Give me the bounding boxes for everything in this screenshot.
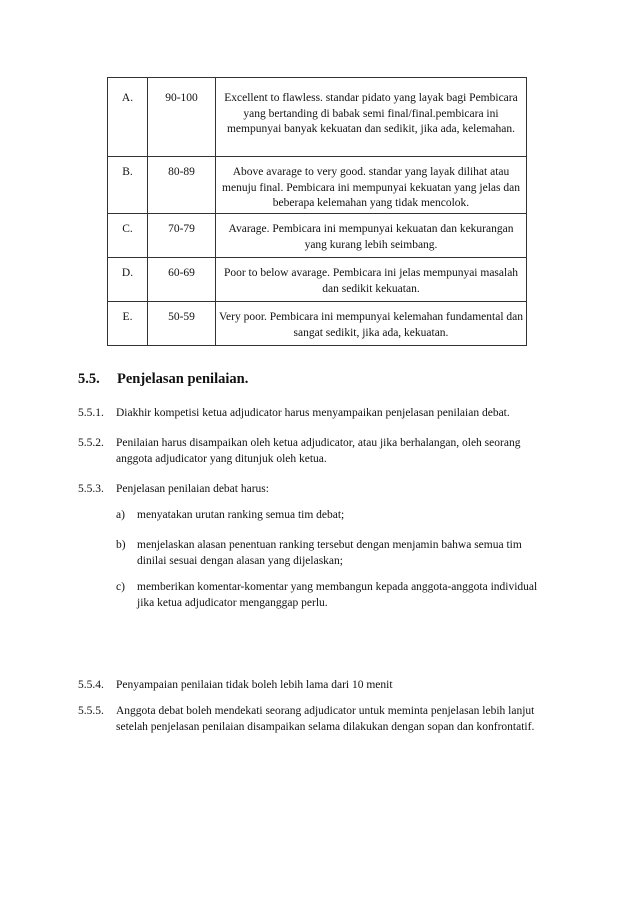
table-row	[108, 302, 527, 346]
subitem-label: a)	[116, 509, 125, 521]
grade-cell: B.	[108, 157, 148, 214]
clause-5-5-4	[78, 678, 548, 694]
clause-number: 5.5.3.	[78, 483, 104, 495]
clause-text: Diakhir kompetisi ketua adjudicator harus menyampaikan penjelasan penilaian debat.	[116, 407, 510, 419]
subitem-text: menyatakan urutan ranking semua tim debat;	[137, 509, 345, 521]
section-heading	[78, 371, 248, 388]
clause-text: Penyampaian penilaian tidak boleh lebih lama dari 10 menit	[116, 679, 393, 691]
clause-5-5-5	[78, 704, 548, 735]
description-cell: Avarage. Pembicara ini mempunyai kekuatan dan kekurangan yang kurang lebih seimbang.	[216, 214, 527, 258]
section-title: Penjelasan penilaian.	[117, 371, 249, 387]
subitem-text: menjelaskan alasan penentuan ranking tersebut dengan menjamin bahwa semua tim dinilai sesuai dengan alasan yang dijelaskan;	[137, 539, 522, 567]
table-row	[108, 157, 527, 214]
range-cell: 80-89	[148, 157, 216, 214]
range-cell: 50-59	[148, 302, 216, 346]
section-number: 5.5.	[78, 371, 100, 387]
clause-5-5-2	[78, 436, 548, 467]
grade-cell: E.	[108, 302, 148, 346]
table-row	[108, 258, 527, 302]
clause-text: Penilaian harus disampaikan oleh ketua adjudicator, atau jika berhalangan, oleh seorang anggota adjudicator yang ditunjuk oleh ketua.	[116, 437, 521, 465]
clause-number: 5.5.5.	[78, 705, 104, 717]
description-cell: Above avarage to very good. standar yang layak dilihat atau menuju final. Pembicara ini mempunyai kekuatan yang jelas dan beberapa kelemahan yang tidak mencolok.	[216, 157, 527, 214]
subitem-a	[116, 508, 546, 524]
clause-5-5-1	[78, 406, 548, 422]
range-cell: 60-69	[148, 258, 216, 302]
table-row	[108, 214, 527, 258]
grade-cell: A.	[108, 78, 148, 157]
clause-number: 5.5.2.	[78, 437, 104, 449]
clause-text: Penjelasan penilaian debat harus:	[116, 483, 269, 495]
subitem-b	[116, 538, 546, 569]
subitem-text: memberikan komentar-komentar yang membangun kepada anggota-anggota individual jika ketua adjudicator menganggap perlu.	[137, 581, 538, 609]
clause-5-5-3	[78, 482, 548, 498]
clause-text: Anggota debat boleh mendekati seorang adjudicator untuk meminta penjelasan lebih lanjut setelah penjelasan penilaian disampaikan selama dilakukan dengan sopan dan konfrontatif.	[116, 705, 535, 733]
description-cell: Very poor. Pembicara ini mempunyai kelemahan fundamental dan sangat sedikit, jika ada, kekuatan.	[216, 302, 527, 346]
range-cell: 70-79	[148, 214, 216, 258]
grade-cell: D.	[108, 258, 148, 302]
table-row	[108, 78, 527, 157]
description-cell: Poor to below avarage. Pembicara ini jelas mempunyai masalah dan sedikit kekuatan.	[216, 258, 527, 302]
grade-cell: C.	[108, 214, 148, 258]
clause-number: 5.5.4.	[78, 679, 104, 691]
description-cell: Excellent to flawless. standar pidato yang layak bagi Pembicara yang bertanding di babak semi final/final.pembicara ini mempunyai banyak kekuatan dan sedikit, jika ada, kelemahan.	[216, 78, 527, 157]
clause-number: 5.5.1.	[78, 407, 104, 419]
subitem-label: c)	[116, 581, 125, 593]
grading-table	[107, 77, 527, 346]
range-cell: 90-100	[148, 78, 216, 157]
subitem-label: b)	[116, 539, 126, 551]
subitem-c	[116, 580, 546, 611]
